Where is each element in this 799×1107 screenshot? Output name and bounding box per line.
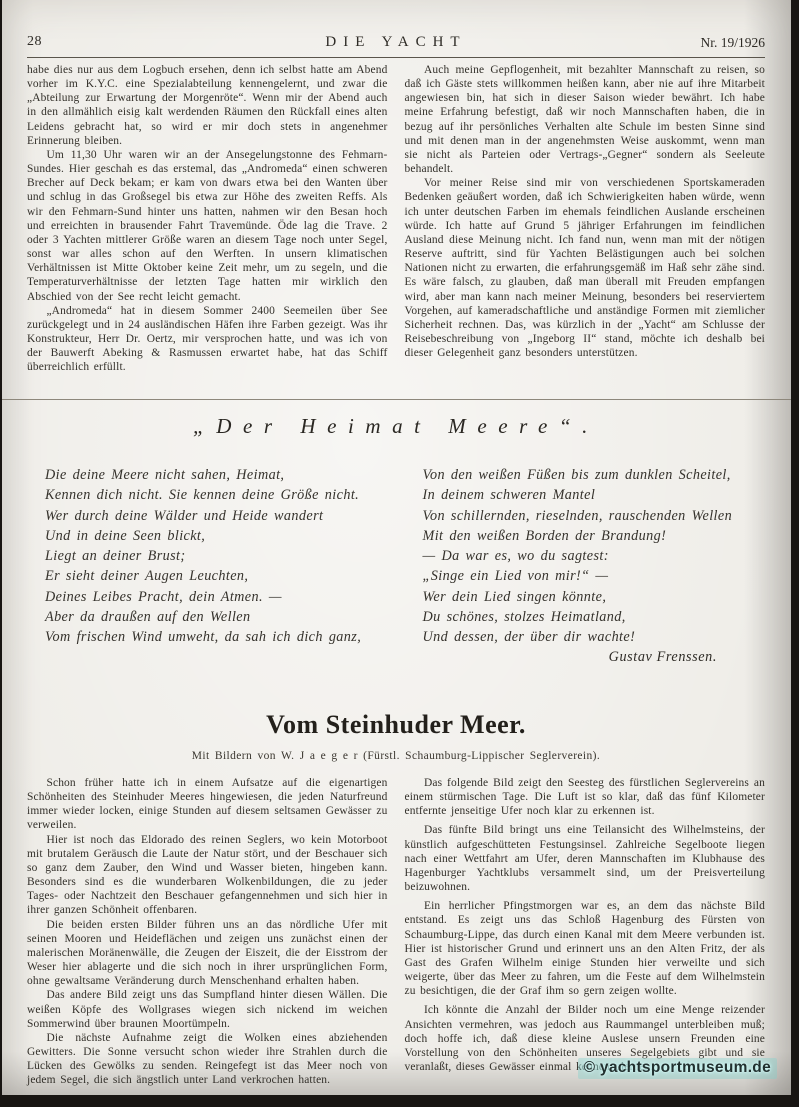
paragraph: Die beiden ersten Bilder führen uns an das nördliche Ufer mit seinen Mooren und Heideflächen und zeigen uns zunächst einen der malerischen Moränenwälle, die Zeugen der Eiszeit, die der Eisstrom der Weser hier ablagerte und die sich noch in ihrer ursprünglichen Form, ohne gewaltsame Veränderung durch Menschenhand erhalten haben.: [27, 918, 388, 988]
paragraph: Die nächste Aufnahme zeigt die Wolken eines abziehenden Gewitters. Die Sonne versucht schon wieder ihre Strahlen durch die Lücken des Gewölks zu senden. Reingefegt ist das Meer noch von jedem Segel, die sich ängstlich unter Land verkrochen hatten.: [27, 1031, 388, 1087]
paragraph: Das fünfte Bild bringt uns eine Teilansicht des Wilhelmsteins, der künstlich aufgeschütteten Festungsinsel. Zahlreiche Segelboote liegen nach einer Wettfahrt am Ufer, deren Mannschaften im Klubhause des Hagenburger Yachtklubs versammelt sind, um der Preisverteilung beizuwohnen.: [404, 824, 765, 894]
magazine-title: DIE YACHT: [325, 34, 467, 50]
article-columns: [27, 776, 765, 1087]
poem-line: Er sieht deiner Augen Leuchten,: [45, 568, 249, 585]
poem-line: Wer durch deine Wälder und Heide wandert: [45, 507, 324, 524]
paragraph: Vor meiner Reise sind mir von verschiedenen Sportskameraden Bedenken geäußert worden, daß ich Schwierigkeiten haben würde, wenn ich unter deutschen Farben im ehemals feindlichen Auslande erscheinen würde. Ich hatte auf Grund 5 jähriger Erfahrungen im feindlichen Ausland diese Meinung nicht. Ich fand nun, wenn man mit der nötigen Reserve auftritt, sind für Yachten Belästigungen auch bei solchen Nationen nicht zu erwarten, die erfahrungsgemäß im Haß sehr zähe sind. Es wäre falsch, zu glauben, daß man überall mit Freuden empfangen wird, aber man kann nach meiner Meinung, besonders bei reserviertem Vorgehen, auf kameradschaftliche und anständige Formen mit ziemlicher Sicherheit rechnen. Das, was kürzlich in der „Yacht“ am Schlusse der Reisebeschreibung von „Ingeborg II“ stand, möchte ich deshalb bei dieser Gelegenheit ganz besonders unterstützen.: [404, 177, 765, 360]
paragraph: Auch meine Gepflogenheit, mit bezahlter Mannschaft zu reisen, so daß ich Gäste stets willkommen heißen kann, aber nie auf ihre Mitarbeit angewiesen bin, hat sich in dieser Saison wieder bewährt. Ich habe meine Erfahrung befestigt, daß wir noch Mannschaften haben, die in bezug auf ihr persönliches Verhalten alte Schule im besten Sinne sind und mit denen man in der angenehmsten Weise auskommt, wenn man sie nicht als Parteien oder Vertrags-„Gegner“ sondern als Seeleute behandelt.: [404, 64, 765, 176]
poem-author: Gustav Frenssen.: [608, 648, 717, 665]
poem-line: Wer dein Lied singen könnte,: [422, 588, 607, 605]
poem-line: In deinem schweren Mantel: [422, 487, 596, 504]
poem-line: Du schönes, stolzes Heimatland,: [422, 609, 626, 626]
continued-article-right-column: [405, 63, 766, 374]
poem-line: „Singe ein Lied von mir!“ —: [422, 568, 609, 585]
poem-line: Mit den weißen Borden der Brandung!: [422, 527, 667, 544]
page-header: [27, 32, 765, 54]
paragraph: habe dies nur aus dem Logbuch ersehen, denn ich selbst hatte am Abend vorher im K.Y.C. eine Spezialabteilung kennengelernt, und zwar die „Abteilung zur Erwartung der Morgenröte“. Wenn mir der Abend auch in den allmählich eisig kalt werdenden Räumen den Rückfall eines alten Leidens gebracht hat, so wird er mir doch stets in angenehmer Erinnerung bleiben.: [27, 64, 388, 147]
paragraph: Ich könnte die Anzahl der Bilder noch um eine Menge reizender Ansichten vermehren, was jedoch aus Raummangel unterbleiben muß; doch hoffe ich, daß diese kleine Auslese unsern Freunden eine Vorstellung von den Schönheiten unseres Segelgebiets gibt und sie veranlaßt, dieses Gewässer einmal kennenzulernen.: [404, 1004, 765, 1073]
poem-title: „Der Heimat Meere“.: [193, 414, 599, 438]
article-title: Vom Steinhuder Meer.: [266, 710, 526, 739]
poem-line: Von den weißen Füßen bis zum dunklen Scheitel,: [422, 467, 731, 483]
poem-line: Liegt an deiner Brust;: [45, 548, 186, 565]
steinhuder-meer-article: [27, 710, 765, 1087]
continued-article-left-column: [27, 63, 388, 374]
paragraph: Das andere Bild zeigt uns das Sumpfland hinter diesen Wällen. Die weißen Köpfe des Wollgrases wiegen sich nickend im weichen Sommerwind über braunen Moortümpeln.: [27, 989, 388, 1030]
paragraph: „Andromeda“ hat in diesem Sommer 2400 Seemeilen über See zurückgelegt und in 24 ausländischen Häfen ihre Farben gezeigt. Was ihr Konstrukteur, Herr Dr. Oertz, mir versprochen hatte, und was ich von der Bauwerft Abeking & Rasmussen erwartet habe, hat das Schiff überreichlich erfüllt.: [27, 304, 388, 374]
poem-line: Und dessen, der über dir wachte!: [422, 629, 636, 646]
paragraph: Ein herrlicher Pfingstmorgen war es, an dem das nächste Bild entstand. Es zeigt uns das Schloß Hagenburg des Fürsten von Schaumburg-Lippe, das durch einen Kanal mit dem Meere verbunden ist. Hier ist historischer Grund und erinnert uns an den Alten Fritz, der als Gast des Grafen Wilhelm einige Stunden hier verweilte und sich weigerte, über das Meer zu fahren, um die Feste auf dem Wilhelmstein zu besichtigen, die der Graf ihm so gern zeigen wollte.: [404, 900, 765, 998]
poem-line: Kennen dich nicht. Sie kennen deine Größe nicht.: [45, 487, 360, 504]
paragraph: Hier ist noch das Eldorado des reinen Seglers, wo kein Motorboot mit brutalem Geräusch die Laute der Natur stört, und der Beschauer sich so ganz dem Zauber, den Wind und Wasser bieten, hingeben kann. Besonders sind es die wunderbaren Wolkenbildungen, die zu jeder Tages- oder Nachtzeit den Beschauer gefangennehmen und sich hier in ihrer ganzen Schönheit offenbaren.: [27, 833, 388, 917]
poem-right-column: [405, 465, 766, 666]
poem-line: Von schillernden, rieselnden, rauschenden Wellen: [422, 507, 733, 524]
continued-article: [27, 63, 765, 374]
poem-line: Und in deine Seen blickt,: [45, 527, 206, 544]
poem-columns: [27, 465, 765, 666]
poem-line: Vom frischen Wind umweht, da sah ich dich ganz,: [45, 629, 362, 646]
header-rule: [27, 57, 765, 58]
issue-number: Nr. 19/1926: [700, 35, 765, 50]
paragraph: Das folgende Bild zeigt den Seesteg des fürstlichen Seglervereins an einem stürmischen Tage. Die Luft ist so klar, daß das fünf Kilometer entfernte jenseitige Ufer noch klar zu erkennen ist.: [404, 777, 765, 818]
page-number: 28: [27, 34, 42, 49]
poem-right-lines: [423, 465, 766, 648]
poem-line: — Da war es, wo du sagtest:: [422, 548, 609, 565]
poem-line: Aber da draußen auf den Wellen: [45, 609, 251, 626]
article-subtitle: Mit Bildern von W. J a e g e r (Fürstl. Schaumburg-Lippischer Seglerverein).: [191, 750, 601, 762]
poem-line: Die deine Meere nicht sahen, Heimat,: [45, 467, 285, 483]
article-left-column: [27, 776, 388, 1087]
poem-section: [27, 414, 765, 666]
magazine-page: [2, 0, 791, 1095]
article-right-column: [405, 776, 766, 1087]
section-divider-rule: [2, 399, 791, 400]
paragraph: Um 11,30 Uhr waren wir an der Ansegelungstonne des Fehmarn-Sundes. Hier geschah es das erstemal, das „Andromeda“ einen schweren Brecher auf Deck bekam; er kam von dwars etwa bei den Wanten über und schlug in das Großsegel bis etwa zur Höhe des zweiten Reffs. Als wir den Fehmarn-Sund hinter uns hatten, nahmen wir den Besan hoch und erreichten in brausender Fahrt Travemünde. Öde lag die Trave. 2 oder 3 Yachten mittlerer Größe waren an diesem Tage noch unter Segel, sonst war alles schon auf den Werften. In unsern klimatischen Verhältnissen ist Mitte Oktober keine Zeit mehr, um zu segeln, und die Temperaturverhältnisse der letzten Tage hatten mir wirklich den Abschied von der See recht leicht gemacht.: [27, 148, 388, 303]
poem-line: Deines Leibes Pracht, dein Atmen. —: [45, 588, 282, 605]
paragraph: Schon früher hatte ich in einem Aufsatze auf die eigenartigen Schönheiten des Steinhuder Meeres hingewiesen, die jeden Naturfreund immer wieder locken, einige Stunden auf diesem seltsamen Gewässer zu verweilen.: [27, 777, 388, 832]
poem-left-column: [27, 465, 388, 666]
watermark-text: © yachtsportmuseum.de: [578, 1058, 777, 1079]
